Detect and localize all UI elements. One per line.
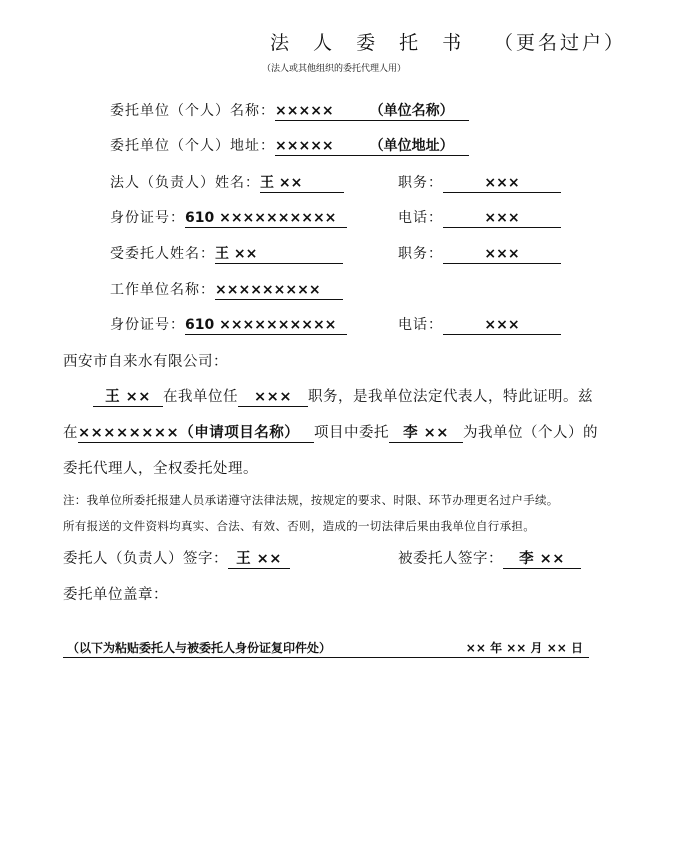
- agent-name-value: 王 ××: [215, 245, 343, 264]
- agent-phone-label: 电话：: [398, 317, 443, 333]
- client-name-value: ×××××: [275, 103, 334, 119]
- paragraph-line-1: [93, 387, 593, 407]
- client-address-row: [110, 136, 469, 156]
- project-name-fill: ××××××××（申请项目名称）: [78, 424, 314, 443]
- p2-tail-text: 为我单位（个人）的: [463, 425, 598, 441]
- agent-title-value: ×××: [443, 245, 561, 264]
- agent-title-label: 职务：: [398, 246, 443, 262]
- legal-rep-id-value: 610 ××××××××××: [185, 209, 347, 228]
- legal-rep-id-label: 身份证号：: [110, 210, 185, 226]
- principal-signature-value: 王 ××: [228, 550, 290, 569]
- client-address-hint: （单位地址）: [369, 138, 454, 154]
- legal-rep-value: 王 ××: [260, 174, 344, 193]
- paragraph-line-3: 委托代理人，全权委托处理。: [63, 461, 258, 477]
- client-name-row: [110, 101, 469, 121]
- note-line-2: 所有报送的文件资料均真实、合法、有效、否则，造成的一切法律后果由我单位自行承担。: [63, 519, 535, 533]
- p1-mid-text: 在我单位任: [163, 389, 238, 405]
- agent-title-row: [398, 244, 561, 264]
- document-subtitle: （法人或其他组织的委托代理人用）: [262, 64, 407, 74]
- client-name-field: [275, 102, 469, 121]
- agent-signature-label: 被委托人签字：: [398, 551, 503, 567]
- agent-signature-row: [398, 549, 581, 569]
- client-name-label: 委托单位（个人）名称：: [110, 103, 275, 119]
- agent-work-label: 工作单位名称：: [110, 282, 215, 298]
- p1-tail-text: 职务，是我单位法定代表人，特此证明。兹: [308, 389, 593, 405]
- footer-line: [63, 639, 589, 658]
- principal-signature-label: 委托人（负责人）签字：: [63, 551, 228, 567]
- legal-rep-name-fill: 王 ××: [93, 388, 163, 407]
- legal-rep-phone-row: [398, 208, 561, 228]
- principal-signature-row: [63, 549, 290, 569]
- agent-name-label: 受委托人姓名：: [110, 246, 215, 262]
- agent-id-row: [110, 315, 347, 335]
- legal-rep-row: [110, 173, 344, 193]
- agent-id-value: 610 ××××××××××: [185, 316, 347, 335]
- legal-rep-title-value: ×××: [443, 174, 561, 193]
- client-address-label: 委托单位（个人）地址：: [110, 138, 275, 154]
- seal-label: 委托单位盖章：: [63, 587, 168, 603]
- agent-name-row: [110, 244, 343, 264]
- agent-work-value: ×××××××××: [215, 281, 343, 300]
- agent-name-fill: 李 ××: [389, 424, 463, 443]
- client-address-value: ×××××: [275, 138, 334, 154]
- legal-rep-phone-label: 电话：: [398, 210, 443, 226]
- legal-rep-title-row: [398, 173, 561, 193]
- paragraph-line-2: [63, 423, 598, 443]
- legal-rep-id-row: [110, 208, 347, 228]
- document-title: 法 人 委 托 书: [270, 32, 471, 54]
- client-address-field: [275, 137, 469, 156]
- client-name-hint: （单位名称）: [369, 103, 454, 119]
- position-fill: ×××: [238, 388, 308, 407]
- legal-rep-phone-value: ×××: [443, 209, 561, 228]
- agent-signature-value: 李 ××: [503, 550, 581, 569]
- paste-note: （以下为粘贴委托人与被委托人身份证复印件处）: [67, 641, 332, 655]
- addressee: 西安市自来水有限公司：: [63, 354, 228, 370]
- agent-work-row: [110, 280, 343, 300]
- agent-phone-row: [398, 315, 561, 335]
- p2-head-text: 在: [63, 425, 78, 441]
- date-line: ×× 年 ×× 月 ×× 日: [465, 641, 583, 655]
- p2-mid-text: 项目中委托: [314, 425, 389, 441]
- legal-rep-title-label: 职务：: [398, 175, 443, 191]
- note-line-1: 注：我单位所委托报建人员承诺遵守法律法规，按规定的要求、时限、环节办理更名过户手续。: [63, 493, 559, 507]
- agent-id-label: 身份证号：: [110, 317, 185, 333]
- title-note: （更名过户）: [494, 32, 627, 54]
- agent-phone-value: ×××: [443, 316, 561, 335]
- legal-rep-label: 法人（负责人）姓名：: [110, 175, 260, 191]
